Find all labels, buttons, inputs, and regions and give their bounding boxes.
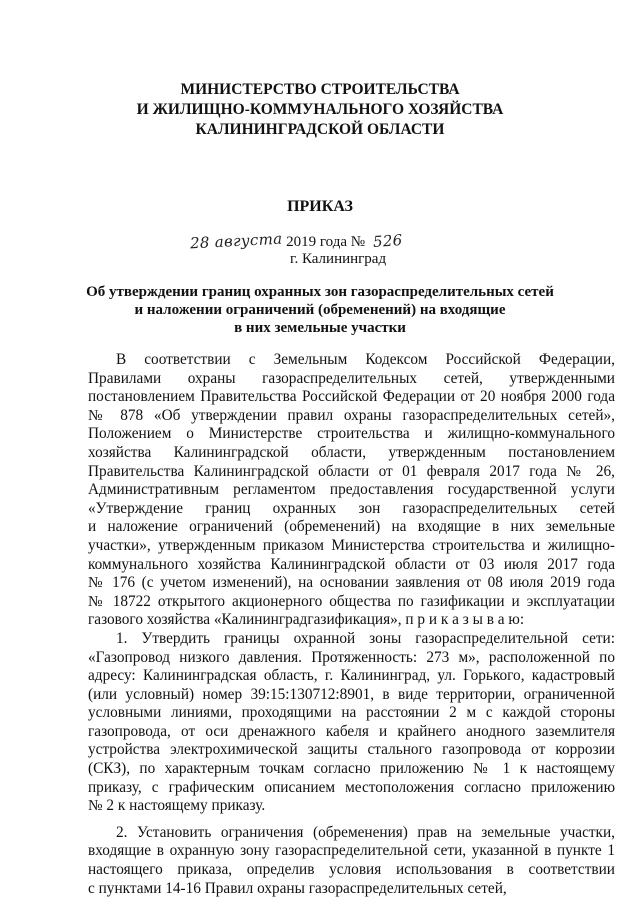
subject-line-1: Об утверждении границ охранных зон газораспределительных сетей — [86, 284, 554, 300]
subject-line-2: и наложении ограничений (обременений) на входящие — [134, 302, 506, 318]
body-line: (СКЗ), по характерным точкам согласно приложению № 1 к настоящему — [88, 760, 615, 778]
year-text: 2019 года № — [286, 234, 366, 250]
body-line: приказу, с графическим описанием местоположения согласно приложению — [88, 778, 615, 796]
body-line: адресу: Калининградская область, г. Калининград, ул. Горького, кадастровый — [88, 667, 615, 685]
body-line: Правилами охраны газораспределительных сетей, утвержденными — [88, 369, 615, 387]
ministry-header — [0, 80, 640, 140]
order-subject — [0, 283, 640, 337]
body-line: газопровода, от оси дренажного кабеля и крайнего анодного заземлителя — [88, 722, 615, 740]
body-line: (или условный) номер 39:15:130712:8901, в виде территории, ограниченной — [88, 685, 615, 703]
body-line: коммунального хозяйства Калининградской области от 03 июля 2017 года — [88, 555, 615, 573]
body-line: настоящего приказа, определив условия использования в соответствии — [88, 861, 615, 879]
body-line: с пунктами 14-16 Правил охраны газораспределительных сетей, — [88, 879, 507, 897]
document-type-title: ПРИКАЗ — [287, 198, 353, 215]
body-line: «Газопровод низкого давления. Протяженность: 273 м», расположенной по — [88, 648, 615, 666]
body-line: 1. Утвердить границы охранной зоны газораспределительной сети: — [116, 629, 615, 647]
body-line: Правительства Калининградской области от 01 февраля 2017 года № 26, — [88, 462, 615, 480]
order-body-text — [88, 351, 615, 898]
body-line: и наложение ограничений (обременений) на входящие в них земельные — [88, 518, 615, 536]
body-line: Административным регламентом предоставления государственной услуги — [88, 481, 615, 499]
body-line: входящие в охранную зону газораспределительной сети, указанной в пункте 1 — [88, 842, 615, 860]
order-date-line — [189, 229, 403, 253]
ministry-line-1: МИНИСТЕРСТВО СТРОИТЕЛЬСТВА — [180, 81, 460, 98]
handwritten-date: 28 августа — [189, 229, 283, 253]
body-line: участки», утвержденным приказом Министерства строительства и жилищно- — [88, 536, 615, 554]
subject-line-3: в них земельные участки — [234, 320, 406, 336]
body-line: постановлением Правительства Российской Федерации от 20 ноября 2000 года — [88, 388, 615, 406]
body-line: устройства электрохимической защиты стального газопровода от коррозии — [88, 741, 615, 759]
body-line: условными линиями, проходящими на расстоянии 2 м с каждой стороны — [88, 704, 615, 722]
paragraph-gap — [88, 816, 615, 824]
body-line: № 18722 открытого акционерного общества по газификации и эксплуатации — [88, 592, 615, 610]
body-line: хозяйства Калининградской области, утвержденным постановлением — [88, 443, 615, 461]
ministry-line-3: КАЛИНИНГРАДСКОЙ ОБЛАСТИ — [195, 121, 445, 138]
handwritten-order-number: 526 — [372, 230, 403, 252]
body-line: № 878 «Об утверждении правил охраны газораспределительных сетей», — [88, 406, 615, 424]
body-line: № 2 к настоящему приказу. — [88, 797, 266, 815]
body-line: В соответствии с Земельным Кодексом Российской Федерации, — [116, 351, 615, 368]
body-line: 2. Установить ограничения (обременения) прав на земельные участки, — [116, 823, 615, 841]
body-line: № 176 (с учетом изменений), на основании заявления от 08 июля 2019 года — [88, 574, 615, 592]
body-line: «Утверждение границ охранных зон газораспределительных сетей — [88, 499, 615, 517]
body-line: Положением о Министерстве строительства и жилищно-коммунального — [88, 425, 615, 443]
ministry-line-2: И ЖИЛИЩНО-КОММУНАЛЬНОГО ХОЗЯЙСТВА — [136, 101, 504, 118]
city-name: г. Калининград — [290, 251, 387, 267]
body-line: газового хозяйства «Калининградгазификация», п р и к а з ы в а ю: — [88, 611, 525, 629]
